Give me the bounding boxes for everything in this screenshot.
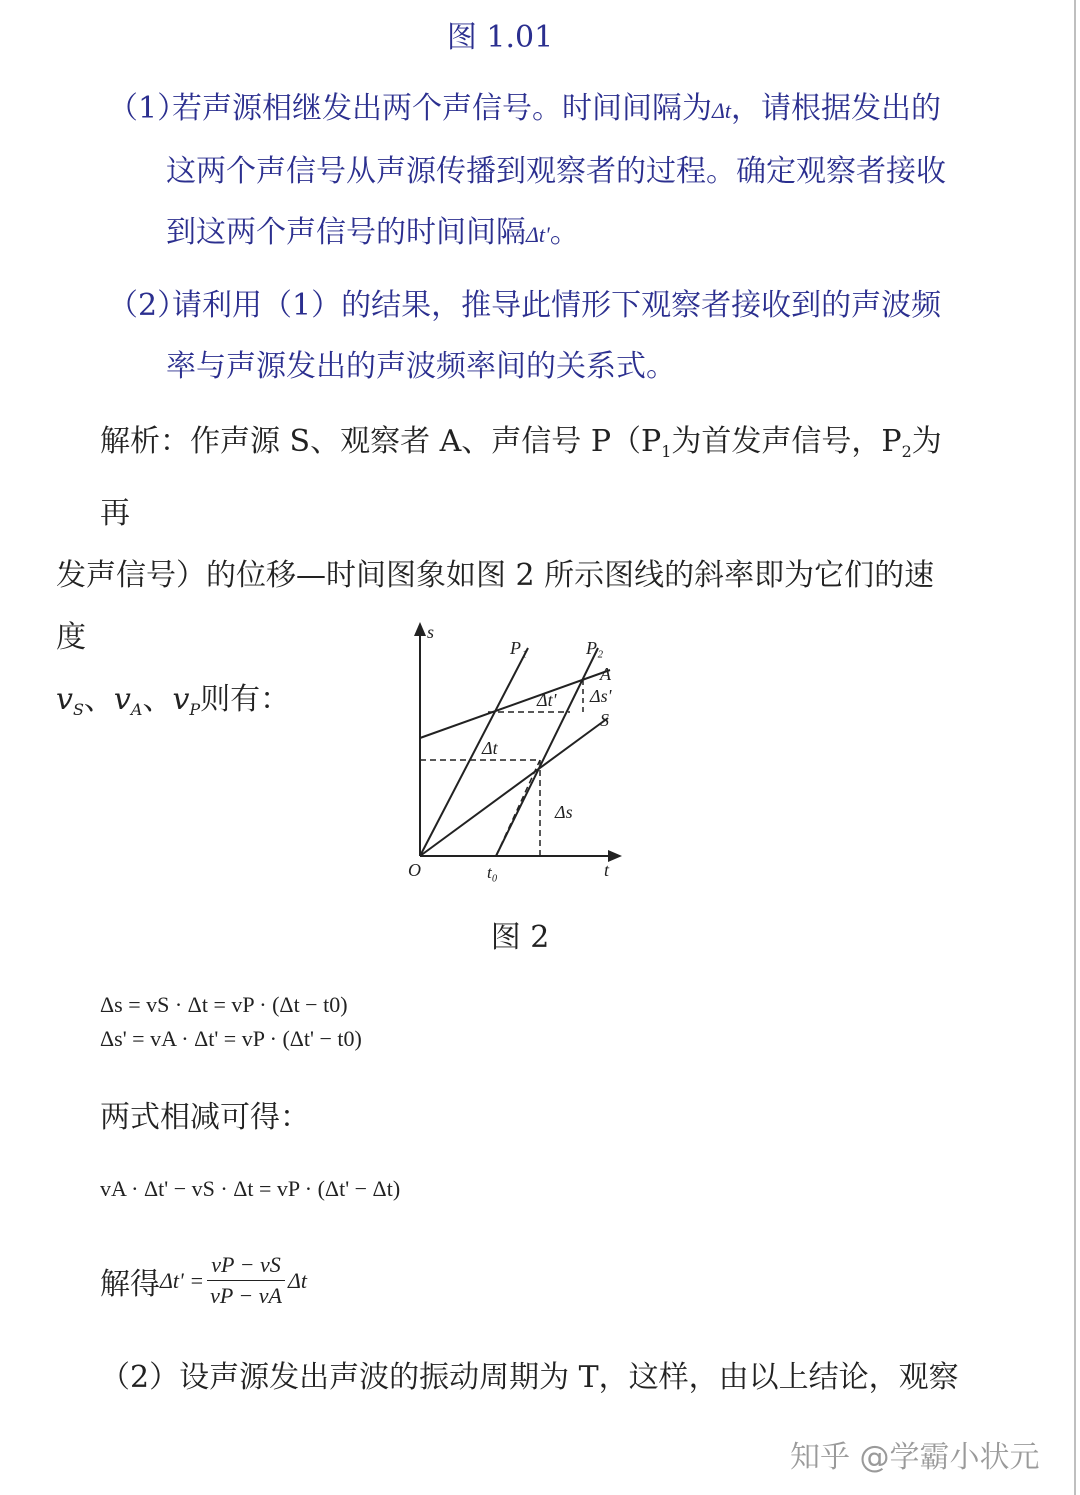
line-s [420, 718, 608, 856]
label-p2: P₂ [586, 638, 604, 658]
question-2 [108, 275, 948, 397]
question-2-line-1: （2）请利用（1）的结果，推导此情形下观察者接收到的声波频 [108, 275, 948, 336]
s-axis-arrow [414, 622, 426, 636]
t-axis-arrow [608, 850, 622, 862]
analysis-line-1: 解析：作声源 S、观察者 A、声信号 $P(P_1$为首发声信号，$P_2$为再 [100, 424, 942, 531]
equation-1: Δs = vS · Δt = vP · (Δt − t0) [100, 992, 348, 1017]
label-t0: t₀ [487, 863, 498, 882]
zhihu-watermark: 知乎 @学霸小状元 [790, 1440, 1040, 1475]
label-a: A [600, 664, 611, 684]
page-edge-divider [1074, 0, 1076, 1495]
label-t-axis: t [604, 860, 610, 880]
figure-1-01-caption: 图 1.01 [446, 20, 554, 55]
part-2-text: （2）设声源发出声波的振动周期为 T，这样，由以上结论，观察 [100, 1360, 959, 1395]
label-origin: O [408, 860, 421, 880]
analysis-line-2: 发声信号）的位移—时间图象如图 2 所示图线的斜率即为它们的速度 [56, 558, 935, 655]
equation-2: Δs' = vA · Δt' = vP · (Δt' − t0) [100, 1026, 362, 1051]
question-1 [108, 78, 948, 265]
label-p1: P₁ [510, 638, 528, 658]
analysis-line-3: $v_S$、$v_A$、$v_P$则有： [56, 682, 291, 719]
question-1-line-3: 到这两个声信号的时间间隔Δt'。 [166, 215, 580, 250]
equation-3: vA · Δt' − vS · Δt = vP · (Δt' − Δt) [100, 1176, 401, 1201]
solve-denominator: vP − vA [210, 1283, 282, 1308]
question-1-line-1: （1）若声源相继发出两个声信号。时间间隔为Δt，请根据发出的 [108, 78, 948, 141]
label-delta-t-prime: Δt' [537, 690, 557, 710]
solution-line [100, 1252, 307, 1309]
label-s-axis: s [427, 622, 435, 642]
question-2-line-2: 率与声源发出的声波频率间的关系式。 [166, 349, 676, 384]
solve-fraction [206, 1252, 286, 1309]
solve-numerator: vP − vS [207, 1252, 284, 1281]
displacement-time-diagram [400, 618, 640, 888]
solve-rhs: Δt [287, 1267, 307, 1293]
dashed-p2-extension [496, 760, 540, 856]
label-delta-s-prime: Δs' [590, 686, 612, 706]
label-delta-t: Δt [482, 738, 498, 758]
line-a [420, 670, 610, 738]
question-1-number: （1） [108, 91, 188, 126]
question-2-number: （2） [108, 288, 188, 323]
subtract-text: 两式相减可得： [100, 1100, 310, 1135]
figure-2-caption: 图 2 [490, 920, 550, 955]
solve-label: 解得 [100, 1266, 160, 1302]
label-s-line: S [600, 710, 609, 730]
solve-lhs: Δt' = [160, 1267, 205, 1293]
question-1-line-2: 这两个声信号从声源传播到观察者的过程。确定观察者接收 [166, 154, 946, 189]
label-delta-s: Δs [555, 802, 573, 822]
